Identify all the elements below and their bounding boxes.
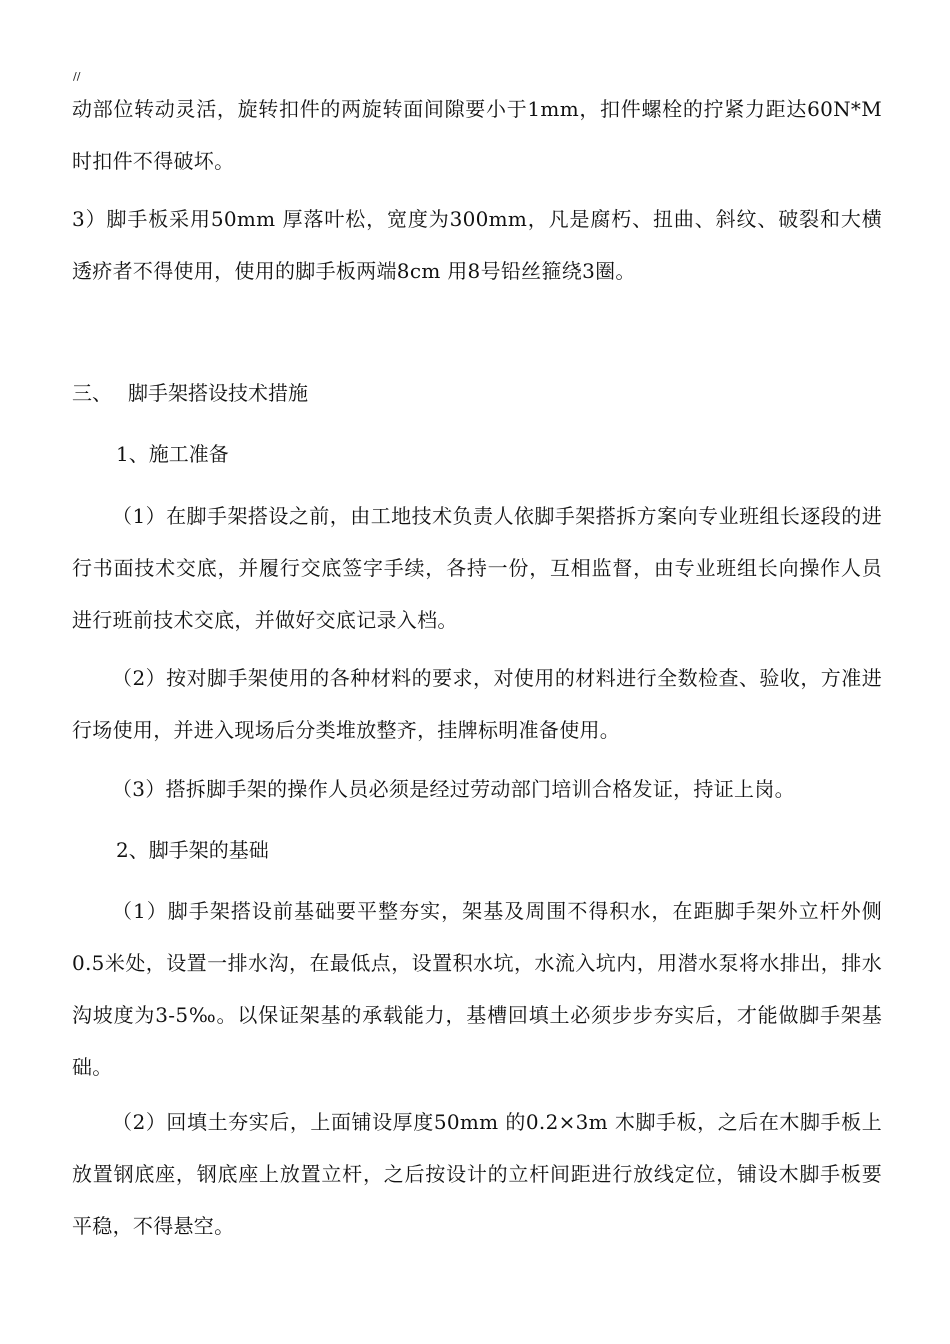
subsection-1-item-2: （2）按对脚手架使用的各种材料的要求，对使用的材料进行全数检查、验收，方准进行场使用，并进入现场后分类堆放整齐，挂牌标明准备使用。 (72, 666, 882, 742)
paragraph-3: 3）脚手板采用50mm 厚落叶松，宽度为300mm，凡是腐朽、扭曲、斜纹、破裂和大横透疥者不得使用，使用的脚手板两端8cm 用8号铅丝箍绕3圈。 (72, 207, 882, 283)
subsection-2-item-1: （1）脚手架搭设前基础要平整夯实，架基及周围不得积水，在距脚手架外立杆外侧0.5米处，设置一排水沟，在最低点，设置积水坑，水流入坑内，用潜水泵将水排出，排水沟坡度为3-5‰。以保证架基的承载能力，基槽回填土必须步步夯实后，才能做脚手架基础。 (72, 899, 882, 1079)
subsection-1-heading: 1、施工准备 (116, 442, 229, 466)
paragraph-continued: 动部位转动灵活，旋转扣件的两旋转面间隙要小于1mm，扣件螺栓的拧紧力距达60N*M 时扣件不得破坏。 (72, 97, 882, 173)
subsection-2-item-2: （2）回填土夯实后，上面铺设厚度50mm 的0.2×3m 木脚手板，之后在木脚手板上放置钢底座，钢底座上放置立杆，之后按设计的立杆间距进行放线定位，铺设木脚手板要平稳，不得悬空。 (72, 1110, 882, 1238)
section-number: 三、 (72, 381, 112, 405)
page-marker: // (73, 70, 81, 83)
subsection-1-item-3: （3）搭拆脚手架的操作人员必须是经过劳动部门培训合格发证，持证上岗。 (112, 777, 795, 801)
section-title: 脚手架搭设技术措施 (128, 381, 308, 405)
subsection-1-item-1: （1）在脚手架搭设之前，由工地技术负责人依脚手架搭拆方案向专业班组长逐段的进行书面技术交底，并履行交底签字手续，各持一份，互相监督，由专业班组长向操作人员进行班前技术交底，并做好交底记录入档。 (72, 504, 882, 632)
subsection-2-heading: 2、脚手架的基础 (116, 838, 269, 862)
